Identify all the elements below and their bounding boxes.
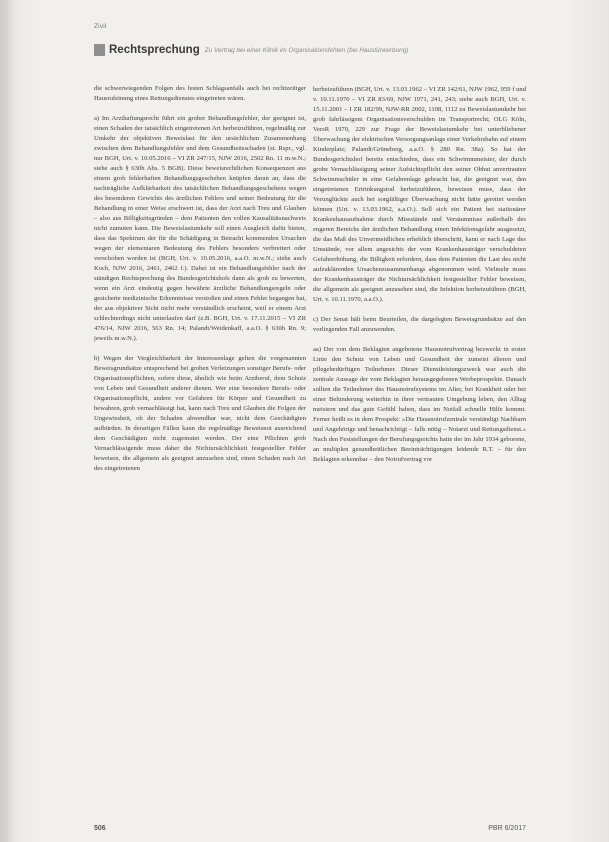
paragraph: a) Im Arzthaftungsrecht führt ein grober Behandlungsfehler, der geeignet ist, einen Schaden der tatsächlich eingetretenen Art herbeizuführen, regelmäßig zur Umkehr der objektiven Beweislast für den ursächlichen Zusammenhang zwischen dem Behandlungsfehler und dem Gesundheitsschaden (st. Rspr., vgl. nur BGH, Urt. v. 10.05.2016 – VI ZR 247/15, NJW 2016, 2502 Rn. 11 m.w.N.; siehe auch § 630h Abs. 5 BGB). Diese beweisrechtlichen Konsequenzen aus einem grob fehlerhaften Behandlungsgeschehen knüpfen daran an, dass die nachträgliche Aufklärbarkeit des tatsächlichen Behandlungsgeschehens wegen des besonderen Gewichts des ärztlichen Fehlers und seiner Bedeutung für die Behandlung in einer Weise erschwert ist, dass der Arzt nach Treu und Glauben – also aus Billigkeitsgründen – dem Patienten den vollen Kausalitätsnachweis nicht zumuten kann. Die Beweislastumkehr soll einen Ausgleich dafür bieten, dass das Spektrum der für die Schädigung in Betracht kommenden Ursachen wegen der elementaren Bedeutung des Fehlers besonders verbreitert oder verschoben worden ist (BGH, Urt. v. 10.05.2016, a.a.O. m.w.N.; siehe auch Koch, NJW 2016, 2461, 2462 f.). Dabei ist ein Behandlungsfehler nach der ständigen Rechtsprechung des Bundesgerichtshofs dann als grob zu bewerten, wenn ein Arzt eindeutig gegen bewährte ärztliche Behandlungsregeln oder gesicherte medizinische Erkenntnisse verstoßen und einen Fehler begangen hat, der aus objektiver Sicht nicht mehr verständlich erscheint, weil er einem Arzt schlechterdings nicht unterlaufen darf (z.B. BGH, Urt. v. 17.11.2015 – VI ZR 476/14, NJW 2016, 563 Rn. 14; Palandt/Weidenkaff, a.a.O. § 630h Rn. 9; jeweils m.w.N.). <box>94 115 306 342</box>
paragraph: herbeizuführen (BGH, Urt. v. 13.03.1962 – VI ZR 142/61, NJW 1962, 959 f und v. 10.11.1970 – VI ZR 83/69, NJW 1971, 241, 243; siehe auch BGH, Urt. v. 15.11.2001 – I ZR 182/99, NJW-RR 2002, 1108, 1112 zu Beweislastumkehr bei grob fahrlässigem Organisationsverschulden im Transportrecht; OLG Köln, VersR 1970, 229 zur Frage der Beweislastumkehr bei unterbliebener Überwachung der elektrischen Versorgungsanlage einer Verkehrsbahn auf einem Kinderplatz; Palandt/Grüneberg, a.a.O. § 280 Rn. 38a). So hat der Bundesgerichtshof bereits entschieden, dass ein Schwimmmeister, der durch grobe Vernachlässigung seiner Aufsichtspflicht den seiner Obhut anvertrauten Schwimmschüler in eine Gefahrenlage gebracht hat, die geeignet war, den eingetretenen Ertrinkungstod herbeizuführen, beweisen muss, dass der Verunglückte auch bei sorgfältiger Überwachung nicht hätte gerettet werden können (Urt. v. 13.03.1962, a.a.O.). Soll sich ein Patient bei stationärer Krankenhausaufnahme durch Missstände und Versäumnisse außerhalb des engeren Bereichs der ärztlichen Behandlung einen Infektionsgefahr ausgesetzt, die das Maß des Unvermeidlichen erheblich überschritt, kann er nach Lage des Umstände, vor allem angesichts der vom Krankenhausträger verschuldeten Gefahrerhöhung, die Billigkeit erfordern, dass dem Patienten die Last des nicht aufzuklärenden Ursachenzusammenhangs abgenommen wird. Vielmehr muss der Krankenhausträger die Nichtursächlichkeit festgestellter Fehler beweisen, die allgemein als geeignet anzusehen sind, die Infektion herbeizuführen (BGH, Urt. v. 10.11.1970, a.a.O.). <box>313 86 526 303</box>
page-header <box>94 41 524 59</box>
page-fold-shadow <box>0 0 14 842</box>
right-column <box>313 85 526 815</box>
journal-reference: PBR 6/2017 <box>488 825 526 832</box>
paragraph: c) Der Senat hält beim Beurteilen, die dargelegten Beweisgrundsätze auf den vorliegenden Fall anzuwenden. <box>313 316 526 333</box>
section-label: Zivil <box>94 23 107 30</box>
header-title: Rechtsprechung <box>109 44 200 56</box>
paragraph: die schwerwiegenden Folgen des festen Schlagsanfalls auch bei rechtzeitiger Hausrufeinung eines Rettungsdienstes eingetreten wären. <box>94 85 306 102</box>
header-marker-icon <box>94 44 105 56</box>
header-subtitle: Zu Vertrag bei einer Klinik im Organisationsfehlen (bei Haustürwerbung) <box>204 46 409 54</box>
paragraph: aa) Der von dem Beklagten angebotene Hausnotrufvertrag bezweckt in erster Linie den Schutz von Leben und Gesundheit der zumeist älteren und pflegebedürftigen Teilnehmer. Dieser Dienstleistungszweck war auch die zentrale Aussage der vom Beklagten herausgegebenen Werbeprospekte. Danach sollten die Teilnehmer des Hausnotrufsystems im Alter, bei Krankheit oder bei einer Behinderung weiterhin in ihrer vertrauten Umgebung leben, den Alltag meistern und das gute Gefühl haben, dass im Notfall schnelle Hilfe kommt. Ferner heißt es in dem Prospekt: »Die Hausnotrufzentrale verständigt Nachbarn und Angehörige und benachrichtigt – falls nötig – Notarzt und Rettungsdienst.« Nach den Feststellungen der Berufungsgerichts hatte der im Jahr 1934 geborene, an multiplen gesundheitlichen Beeinträchtigungen leidende R.T. – für den Beklagten erkennbar – den Notrufvertrag vor <box>313 346 526 463</box>
page-footer <box>0 825 609 837</box>
paragraph: b) Wegen der Vergleichbarkeit der Interessenlage gelten die vorgenannten Beweisgrundsätze entsprechend bei groben Verletzungen sonstiger Berufs- oder Organisationspflichten, sofern diese, ähnlich wie beim Arztberuf, dem Schutz von Leben und Gesundheit anderer dienen. Wer eine besondere Berufs- oder Organisationspflicht, andere vor Gefahren für Körper und Gesundheit zu bewahren, grob vernachlässigt hat, kann nach Treu und Glauben die Folgen der Ungewissheit, ob der Schaden abwendbar war, nicht dem Geschädigten aufbürden. In derartigen Fällen kann die regelmäßige Beweisnot ausreichend dem Geschädigten nicht zugemutet werden. Der eine Pflichten grob Vernachlässigende muss daher die Nichtursächlichkeit festgestellter Fehler beweisen, die allgemein als geeignet anzusehen sind, einen Schaden nach Art des eingetretenen <box>94 355 306 472</box>
page-number: 506 <box>94 825 106 832</box>
left-column <box>94 84 306 814</box>
